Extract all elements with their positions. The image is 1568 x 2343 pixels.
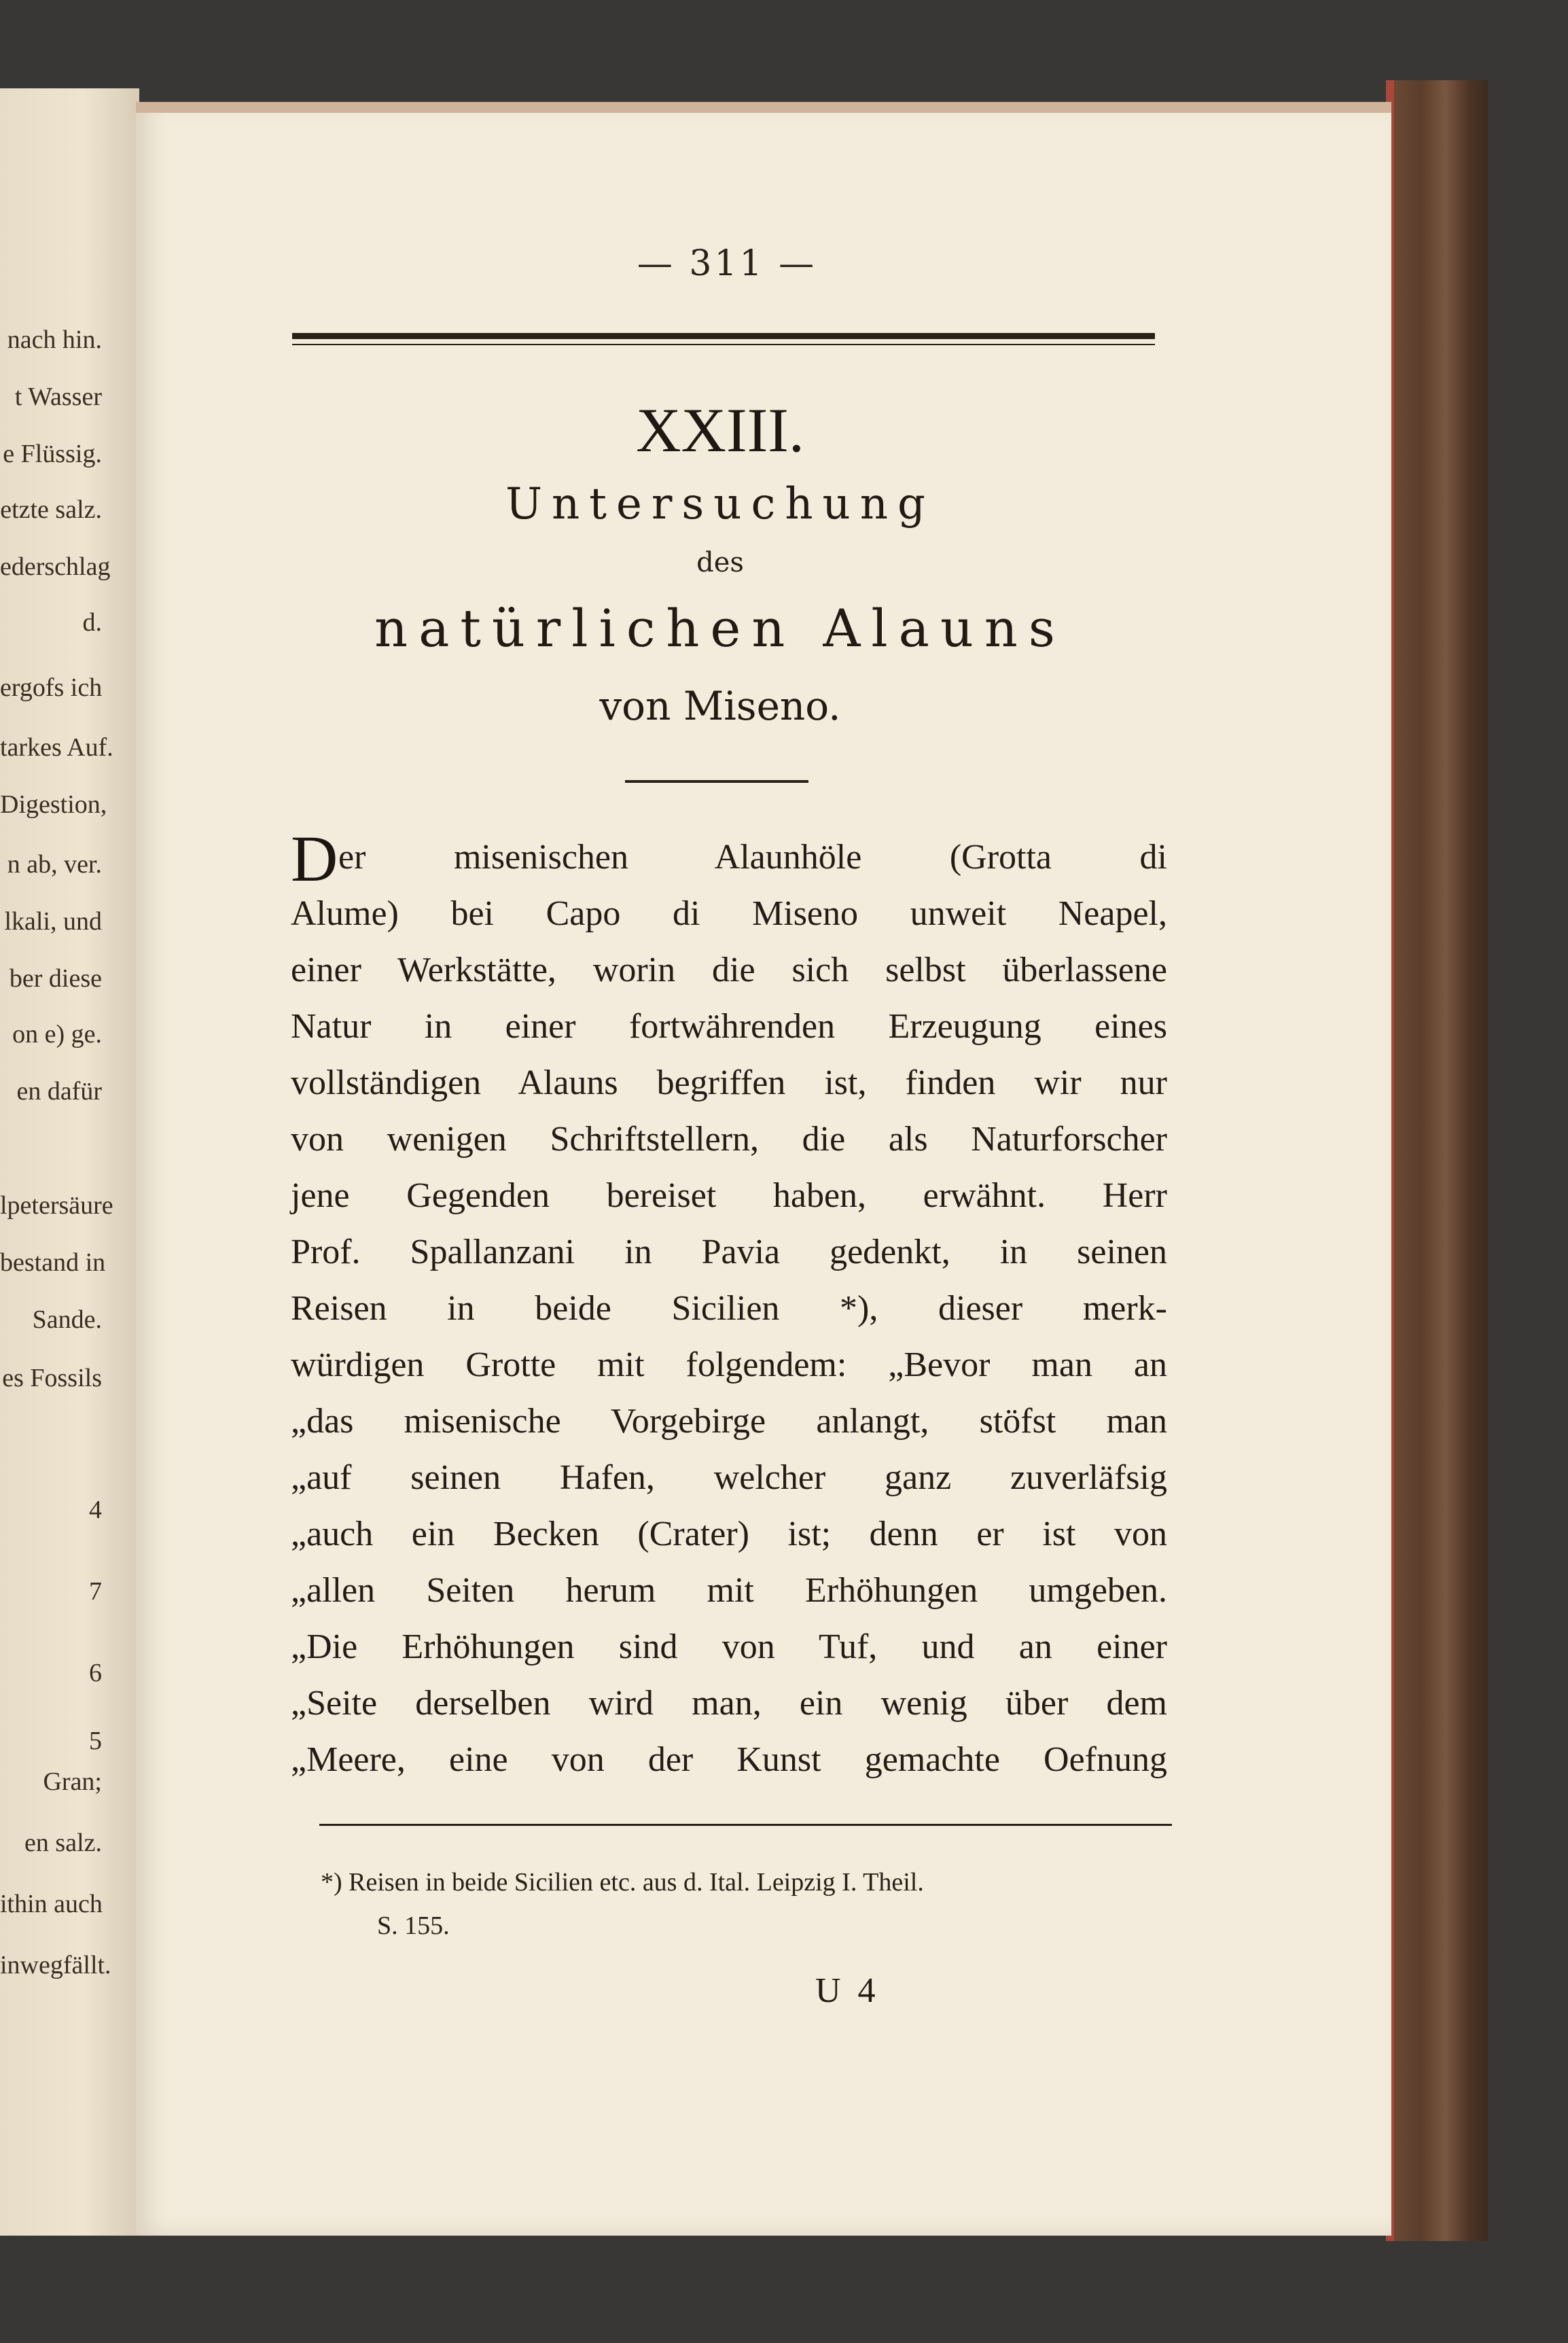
left-page-line: 7 <box>89 1577 102 1606</box>
left-page-line: en dafür <box>16 1077 102 1106</box>
header-rule-thin <box>292 344 1155 345</box>
header-rule <box>292 333 1155 339</box>
left-page-line: Digestion, <box>0 790 107 819</box>
body-line: „auf seinen Hafen, welcher ganz zuverläfsig <box>291 1458 1167 1497</box>
body-line: „Die Erhöhungen sind von Tuf, und an einer <box>291 1627 1167 1666</box>
signature-mark: U 4 <box>815 1971 880 2010</box>
drop-cap: D <box>291 822 338 895</box>
left-page-line: inwegfällt. <box>0 1951 111 1979</box>
left-page-line: 6 <box>89 1659 102 1687</box>
body-line: Reisen in beide Sicilien *), dieser merk- <box>291 1289 1167 1328</box>
body-line: von wenigen Schriftstellern, die als Naturforscher <box>291 1120 1167 1159</box>
body-line: „Seite derselben wird man, ein wenig über dem <box>291 1684 1167 1723</box>
left-page-line: t Wasser <box>14 383 102 411</box>
left-page-line: etzte salz. <box>0 495 102 524</box>
left-page-line: en salz. <box>24 1829 102 1857</box>
footnote-line-1: *) Reisen in beide Sicilien etc. aus d. Ital. Leipzig I. Theil. <box>321 1868 924 1897</box>
left-page-line: ber diese <box>9 964 102 993</box>
left-page-line: bestand in <box>0 1248 106 1277</box>
marbled-cover-board <box>1393 80 1488 2241</box>
left-page-line: 5 <box>89 1727 102 1755</box>
title-line-3: natürlichen Alauns <box>374 598 1066 658</box>
title-line-2: des <box>696 547 744 578</box>
left-page-line: ergofs ich <box>0 673 103 702</box>
left-page-line: d. <box>82 608 102 637</box>
body-line: „auch ein Becken (Crater) ist; denn er ist von <box>291 1515 1167 1553</box>
left-page-line: nach hin. <box>7 325 102 354</box>
footnote-line-2: S. 155. <box>377 1912 450 1940</box>
title-line-4: von Miseno. <box>599 683 841 729</box>
body-line: jene Gegenden bereiset haben, erwähnt. Herr <box>291 1176 1167 1215</box>
left-page-line: lkali, und <box>4 907 102 936</box>
body-line: „allen Seiten herum mit Erhöhungen umgeben. <box>291 1571 1167 1610</box>
left-page-line: Gran; <box>43 1767 102 1796</box>
chapter-number: XXIII. <box>636 395 804 465</box>
left-page-line: lpetersäure <box>0 1191 113 1220</box>
left-page-line: es Fossils <box>2 1364 102 1392</box>
left-page-line: Sande. <box>32 1305 102 1334</box>
left-page-line: tarkes Auf. <box>0 733 113 762</box>
left-page-line: ithin auch <box>0 1890 103 1918</box>
title-rule <box>625 780 808 783</box>
body-line: Alume) bei Capo di Miseno unweit Neapel, <box>291 894 1167 933</box>
left-page-line: n ab, ver. <box>7 850 102 879</box>
body-line: vollständigen Alauns begriffen ist, finden wir nur <box>291 1063 1167 1102</box>
left-page-line: on e) ge. <box>12 1020 102 1049</box>
left-page-line: 4 <box>89 1496 102 1524</box>
page-top-edge <box>136 102 1391 113</box>
body-line: würdigen Grotte mit folgendem: „Bevor man an <box>291 1345 1167 1384</box>
body-line: Natur in einer fortwährenden Erzeugung eines <box>291 1007 1167 1046</box>
title-line-1: Untersuchung <box>505 479 935 529</box>
body-line: einer Werkstätte, worin die sich selbst überlassene <box>291 951 1167 989</box>
left-page-line: e Flüssig. <box>3 440 102 468</box>
running-head: — 311 — <box>637 243 817 284</box>
body-line: „das misenische Vorgebirge anlangt, stöfst man <box>291 1402 1167 1441</box>
body-line: Prof. Spallanzani in Pavia gedenkt, in seinen <box>291 1233 1167 1271</box>
left-page-line: ederschlag <box>0 552 111 581</box>
footnote-rule <box>319 1824 1172 1826</box>
body-line: er misenischen Alaunhöle (Grotta di <box>338 838 1167 877</box>
body-line: „Meere, eine von der Kunst gemachte Oefnung <box>291 1740 1167 1779</box>
